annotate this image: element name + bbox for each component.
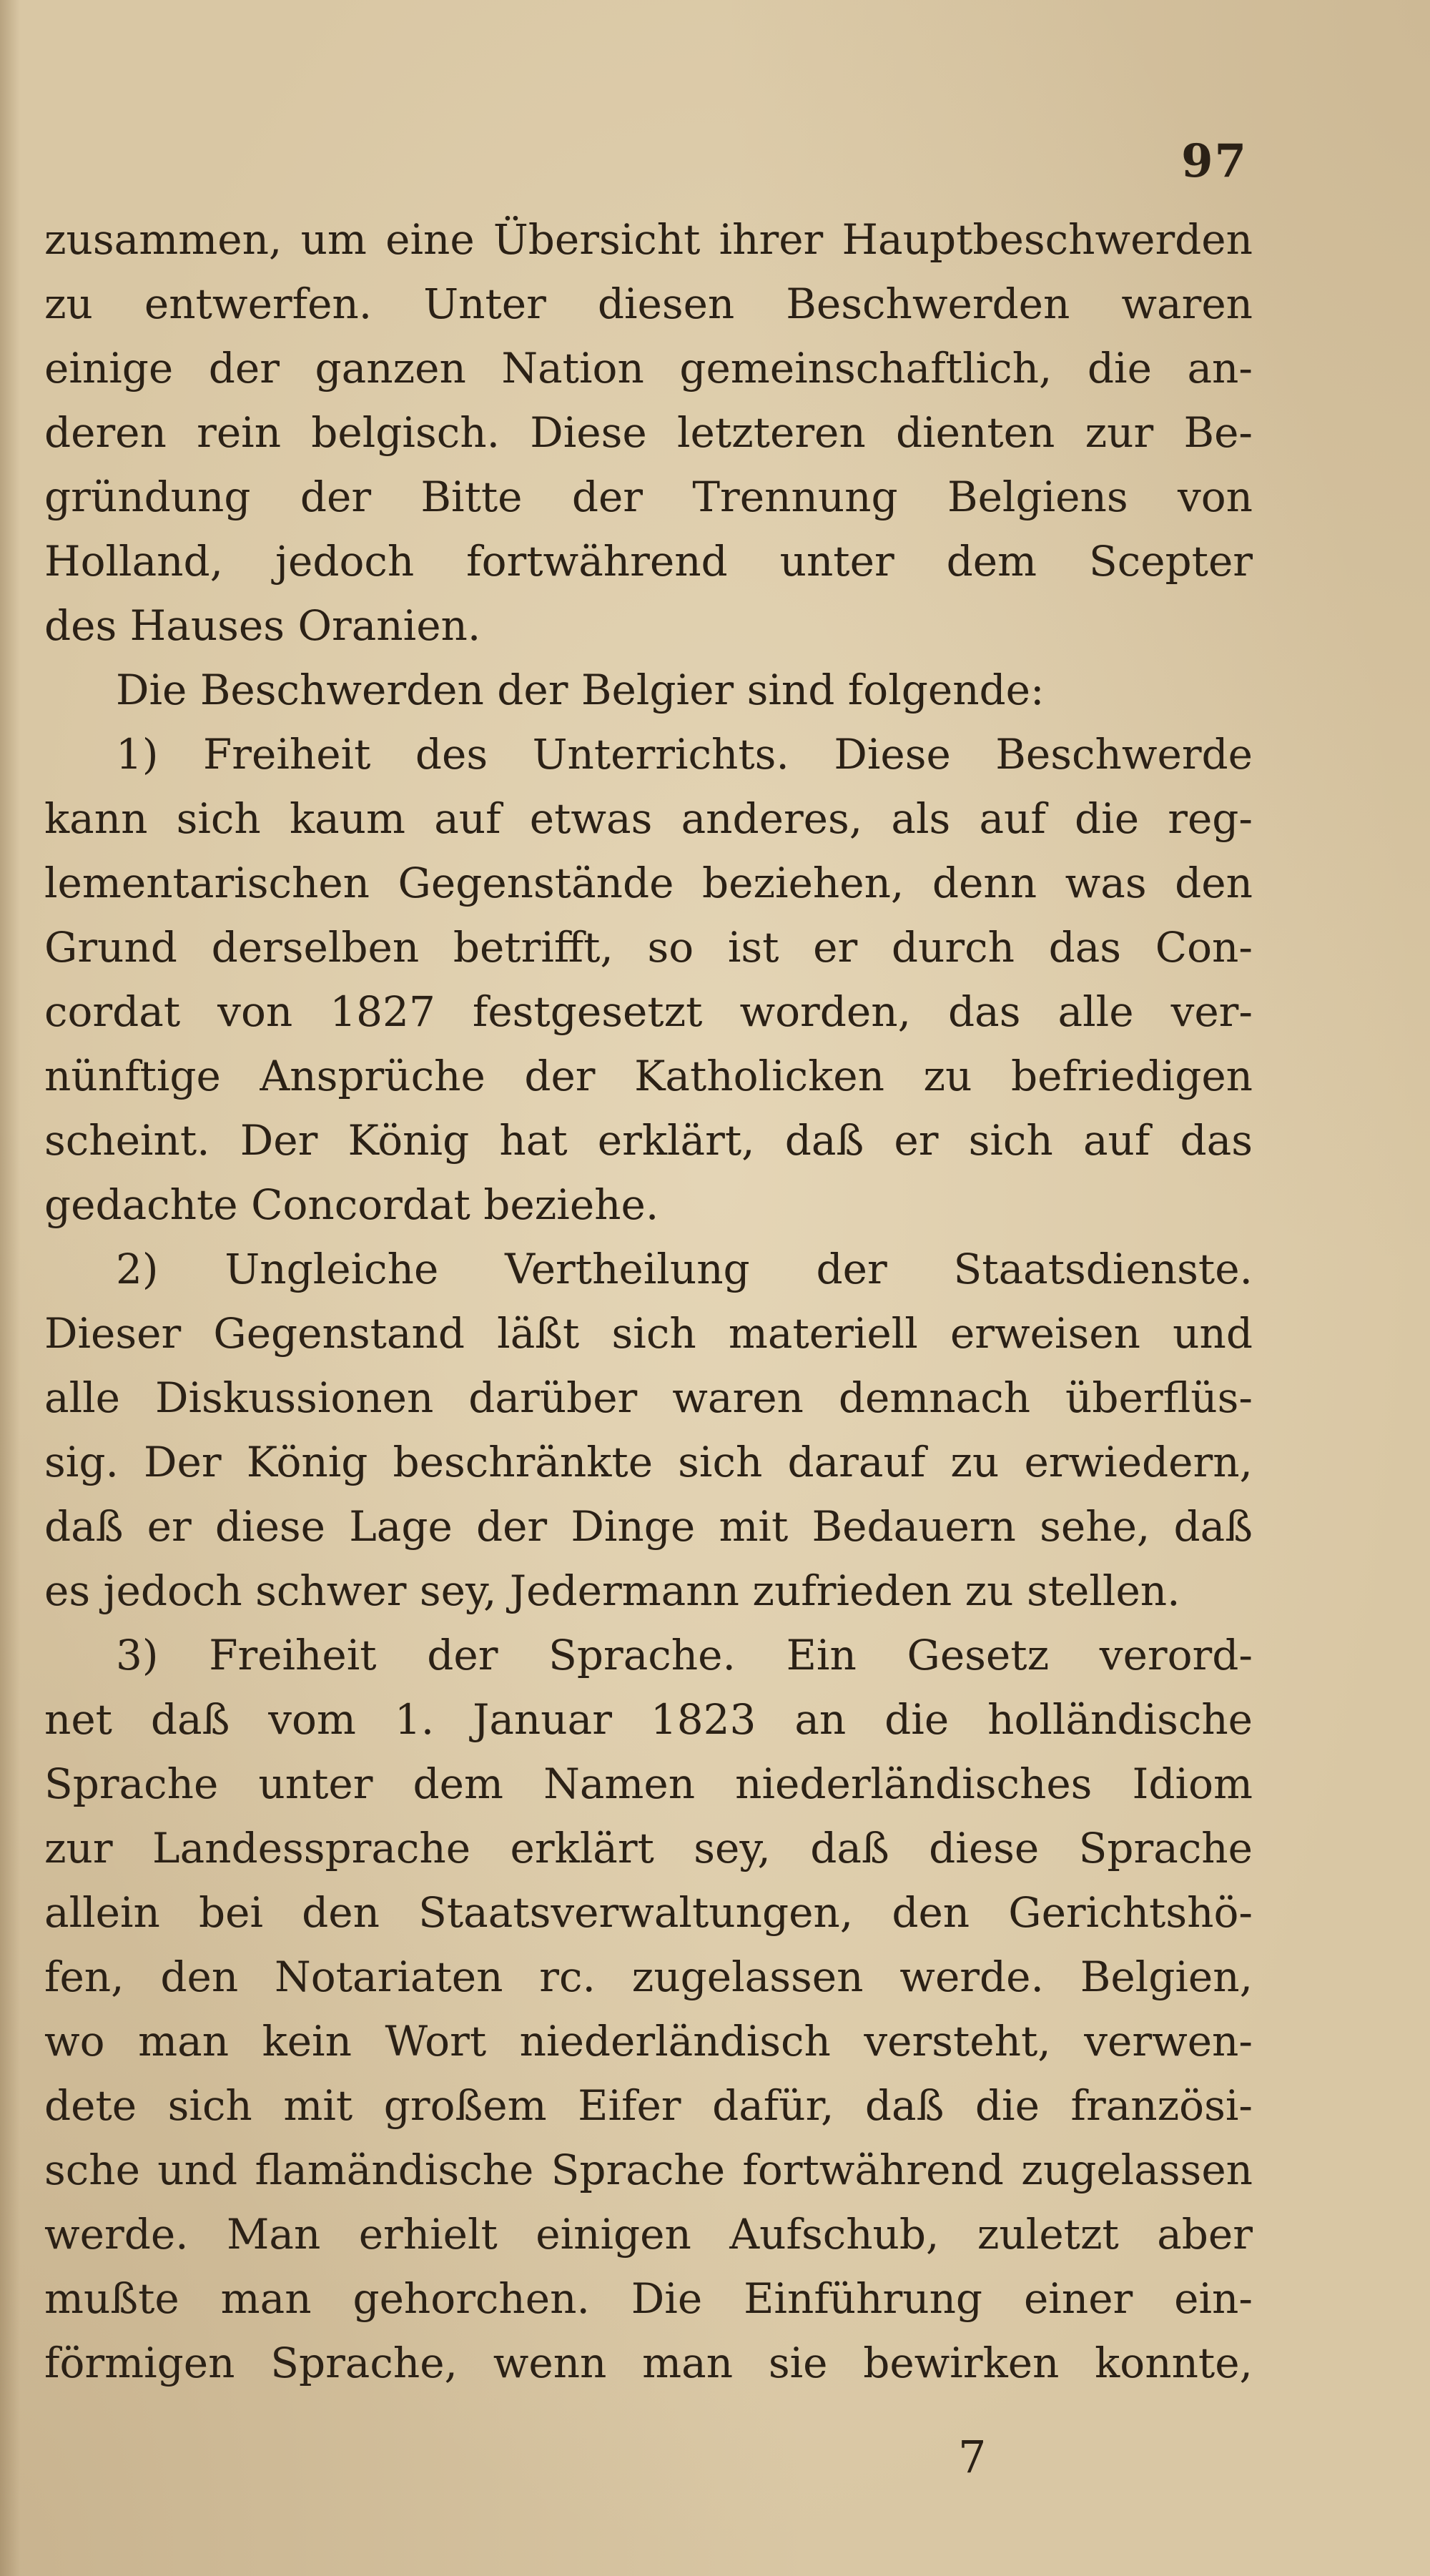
text-line: Sprache unter dem Namen niederländisches Idiom bbox=[44, 1760, 1253, 1808]
text-line: wo man kein Wort niederländisch versteht, verwen- bbox=[44, 2017, 1253, 2066]
text-line: sche und flamändische Sprache fortwährend zugelassen bbox=[44, 2146, 1253, 2194]
text-line: dete sich mit großem Eifer dafür, daß die französi- bbox=[44, 2081, 1253, 2130]
text-line: lementarischen Gegenstände beziehen, denn was den bbox=[44, 859, 1253, 907]
text-line: scheint. Der König hat erklärt, daß er sich auf das bbox=[44, 1116, 1253, 1165]
text-line: es jedoch schwer sey, Jedermann zufrieden zu stellen. bbox=[44, 1566, 1180, 1615]
text-line: zu entwerfen. Unter diesen Beschwerden waren bbox=[44, 280, 1253, 328]
text-line: kann sich kaum auf etwas anderes, als auf die reg- bbox=[44, 794, 1253, 843]
text-line: Die Beschwerden der Belgier sind folgende: bbox=[116, 666, 1045, 714]
text-line: cordat von 1827 festgesetzt worden, das alle ver- bbox=[44, 987, 1253, 1036]
text-line: fen, den Notariaten rc. zugelassen werde. Belgien, bbox=[44, 1953, 1253, 2001]
text-line: einige der ganzen Nation gemeinschaftlich, die an- bbox=[44, 344, 1253, 393]
text-line: allein bei den Staatsverwaltungen, den Gerichtshö- bbox=[44, 1888, 1253, 1937]
text-line: zur Landessprache erklärt sey, daß diese Sprache bbox=[44, 1824, 1253, 1872]
text-line: zusammen, um eine Übersicht ihrer Hauptbeschwerden bbox=[44, 215, 1253, 264]
page-number: 97 bbox=[1180, 134, 1248, 188]
text-line: deren rein belgisch. Diese letzteren dienten zur Be- bbox=[44, 408, 1253, 457]
text-line: 1) Freiheit des Unterrichts. Diese Beschwerde bbox=[116, 730, 1253, 779]
text-line: Holland, jedoch fortwährend unter dem Scepter bbox=[44, 537, 1253, 586]
text-line: nünftige Ansprüche der Katholicken zu befriedigen bbox=[44, 1052, 1253, 1100]
signature-mark: 7 bbox=[958, 2431, 987, 2483]
text-line: Dieser Gegenstand läßt sich materiell erweisen und bbox=[44, 1309, 1253, 1358]
text-line: net daß vom 1. Januar 1823 an die holländische bbox=[44, 1695, 1253, 1744]
page-gutter-shadow bbox=[0, 0, 20, 2576]
text-line: sig. Der König beschränkte sich darauf zu erwiedern, bbox=[44, 1438, 1253, 1486]
text-line: werde. Man erhielt einigen Aufschub, zuletzt aber bbox=[44, 2210, 1253, 2259]
text-line: gedachte Concordat beziehe. bbox=[44, 1180, 659, 1229]
text-line: 2) Ungleiche Vertheilung der Staatsdienste. bbox=[116, 1245, 1253, 1293]
text-line: mußte man gehorchen. Die Einführung einer ein- bbox=[44, 2274, 1253, 2323]
text-line: alle Diskussionen darüber waren demnach überflüs- bbox=[44, 1373, 1253, 1422]
text-line: 3) Freiheit der Sprache. Ein Gesetz verord- bbox=[116, 1631, 1253, 1679]
body-text bbox=[44, 207, 1253, 2395]
text-line: daß er diese Lage der Dinge mit Bedauern sehe, daß bbox=[44, 1502, 1253, 1551]
text-line: förmigen Sprache, wenn man sie bewirken konnte, bbox=[44, 2339, 1253, 2387]
text-line: gründung der Bitte der Trennung Belgiens von bbox=[44, 473, 1253, 521]
text-line: des Hauses Oranien. bbox=[44, 601, 481, 650]
text-line: Grund derselben betrifft, so ist er durch das Con- bbox=[44, 923, 1253, 972]
